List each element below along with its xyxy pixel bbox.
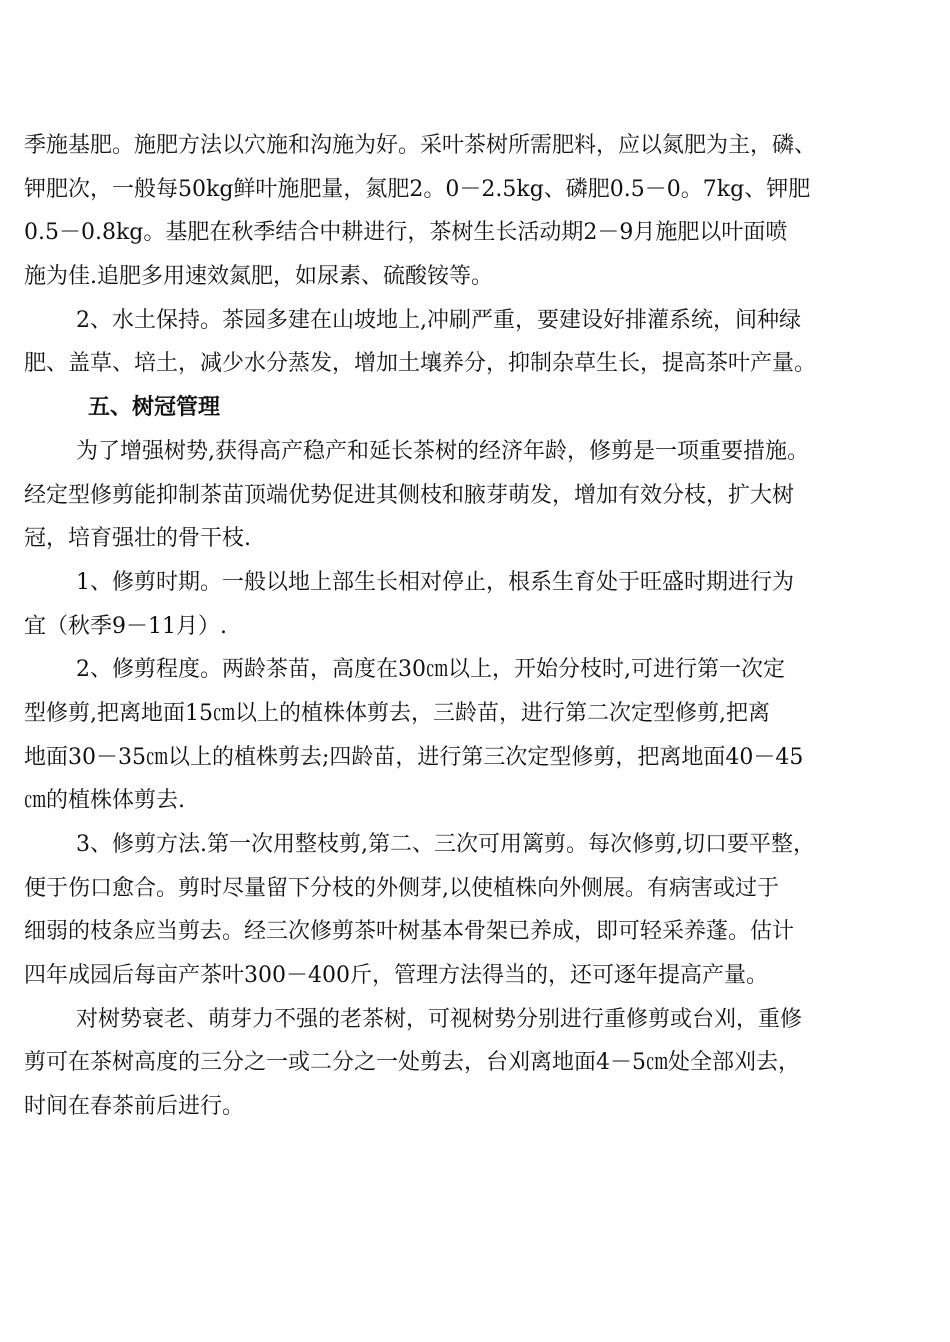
text-line: 经定型修剪能抑制茶苗顶端优势促进其侧枝和腋芽萌发，增加有效分枝，扩大树 [24, 482, 795, 508]
text-line: 季施基肥。施肥方法以穴施和沟施为好。采叶茶树所需肥料，应以氮肥为主，磷、 [24, 133, 817, 158]
text-line: 肥、盖草、培土，减少水分蒸发，增加土壤养分，抑制杂草生长，提高茶叶产量。 [24, 351, 817, 377]
text-line: 0.5－0.8kg。基肥在秋季结合中耕进行，茶树生长活动期2－9月施肥以叶面喷 [24, 220, 788, 246]
text-line: 3、修剪方法.第一次用整枝剪,第二、三次可用篱剪。每次修剪,切口要平整， [76, 832, 815, 857]
text-line: 钾肥次，一般每50kg鲜叶施肥量，氮肥2。0－2.5kg、磷肥0.5－0。7kg、钾肥 [24, 176, 811, 202]
text-line: 细弱的枝条应当剪去。经三次修剪茶叶树基本骨架已养成，即可轻采养蓬。估计 [24, 919, 795, 945]
text-line: 为了增强树势,获得高产稳产和延长茶树的经济年龄，修剪是一项重要措施。 [76, 438, 809, 464]
text-line: 便于伤口愈合。剪时尽量留下分枝的外侧芽,以使植株向外侧展。有病害或过于 [24, 875, 779, 901]
text-line: ㎝的植株体剪去. [24, 788, 185, 814]
text-line: 冠，培育强壮的骨干枝. [24, 526, 251, 552]
text-line: 2、水土保持。茶园多建在山坡地上,冲刷严重，要建设好排灌系统，间种绿 [76, 307, 801, 333]
document-body [24, 124, 939, 1129]
section-heading: 五、树冠管理 [88, 395, 221, 421]
text-line: 时间在春茶前后进行。 [24, 1094, 245, 1120]
text-line: 1、修剪时期。一般以地上部生长相对停止，根系生育处于旺盛时期进行为 [76, 569, 794, 595]
text-line: 施为佳.追肥多用速效氮肥，如尿素、硫酸铵等。 [24, 264, 493, 290]
text-line: 四年成园后每亩产茶叶300－400斤，管理方法得当的，还可逐年提高产量。 [24, 963, 768, 989]
text-line: 剪可在茶树高度的三分之一或二分之一处剪去，台刈离地面4－5㎝处全部刈去， [24, 1050, 800, 1076]
text-line: 2、修剪程度。两龄茶苗，高度在30㎝以上，开始分枝时,可进行第一次定 [76, 657, 785, 683]
text-line: 对树势衰老、萌芽力不强的老茶树，可视树势分别进行重修剪或台刈，重修 [76, 1006, 803, 1032]
text-line: 地面30－35㎝以上的植株剪去;四龄苗，进行第三次定型修剪，把离地面40－45 [24, 744, 804, 770]
text-line: 宜（秋季9－11月）. [24, 613, 227, 639]
text-line: 型修剪,把离地面15㎝以上的植株体剪去，三龄苗，进行第二次定型修剪,把离 [24, 700, 770, 726]
